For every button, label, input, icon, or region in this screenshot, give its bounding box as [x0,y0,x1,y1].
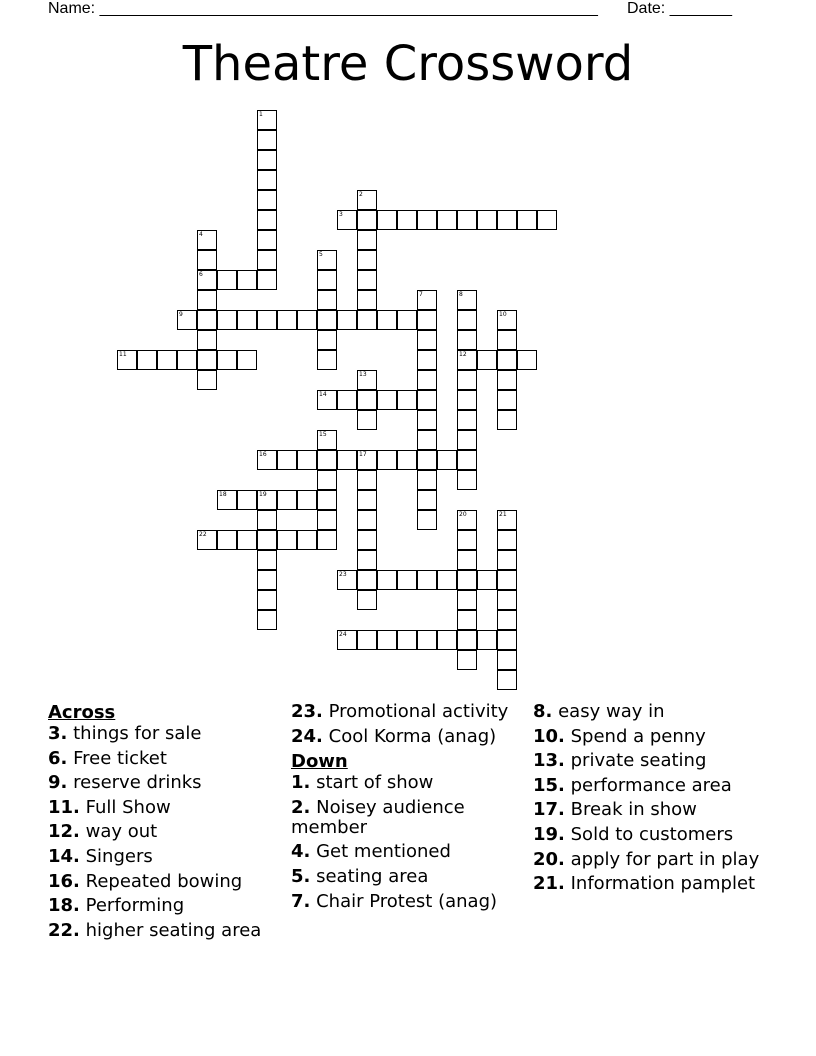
crossword-cell[interactable] [457,570,477,590]
crossword-cell[interactable] [257,170,277,190]
crossword-cell[interactable] [457,630,477,650]
crossword-cell[interactable] [277,530,297,550]
clue-down-7: 7. Chair Protest (anag) [291,890,498,912]
crossword-cell[interactable] [157,350,177,370]
crossword-cell[interactable] [437,450,457,470]
crossword-cell[interactable] [497,330,517,350]
crossword-cell[interactable] [457,290,477,310]
crossword-cell[interactable] [337,210,357,230]
crossword-cell[interactable] [497,370,517,390]
crossword-cell[interactable] [357,410,377,430]
crossword-cell[interactable] [457,650,477,670]
crossword-cell[interactable] [497,670,517,690]
crossword-cell[interactable] [137,350,157,370]
crossword-cell[interactable] [257,210,277,230]
crossword-cell[interactable] [417,350,437,370]
crossword-cell[interactable] [337,450,357,470]
clue-column-1 [48,702,288,945]
crossword-cell[interactable] [357,470,377,490]
crossword-cell[interactable] [457,310,477,330]
crossword-cell[interactable] [317,350,337,370]
crossword-cell[interactable] [257,310,277,330]
clue-across-6: 6. Free ticket [48,747,167,769]
crossword-cell[interactable] [197,270,217,290]
crossword-cell[interactable] [377,310,397,330]
clue-down-4: 4. Get mentioned [291,841,451,863]
crossword-cell[interactable] [397,310,417,330]
crossword-cell[interactable] [257,250,277,270]
crossword-cell[interactable] [497,630,517,650]
crossword-cell[interactable] [197,350,217,370]
cell-number: 12 [459,351,467,358]
crossword-cell[interactable] [457,470,477,490]
clue-down-17: 17. Break in show [533,799,697,821]
crossword-cell[interactable] [317,530,337,550]
crossword-cell[interactable] [237,530,257,550]
crossword-cell[interactable] [497,610,517,630]
crossword-cell[interactable] [357,390,377,410]
crossword-cell[interactable] [357,490,377,510]
crossword-cell[interactable] [297,310,317,330]
crossword-cell[interactable] [257,510,277,530]
cell-number: 17 [359,451,367,458]
crossword-cell[interactable] [457,450,477,470]
crossword-cell[interactable] [317,290,337,310]
crossword-cell[interactable] [257,230,277,250]
crossword-cell[interactable] [477,630,497,650]
crossword-cell[interactable] [197,250,217,270]
crossword-cell[interactable] [357,310,377,330]
crossword-cell[interactable] [217,530,237,550]
crossword-cell[interactable] [197,290,217,310]
crossword-cell[interactable] [277,450,297,470]
across-heading: Across [48,702,116,723]
crossword-cell[interactable] [457,590,477,610]
clue-down-20: 20. apply for part in play [533,848,760,870]
crossword-cell[interactable] [277,310,297,330]
crossword-cell[interactable] [417,330,437,350]
clue-across-3: 3. things for sale [48,723,202,744]
crossword-cell[interactable] [197,310,217,330]
crossword-cell[interactable] [457,370,477,390]
clue-down-8: 8. easy way in [533,701,665,722]
cell-number: 19 [259,491,267,498]
crossword-cell[interactable] [297,530,317,550]
crossword-cell[interactable] [497,410,517,430]
crossword-cell[interactable] [317,430,337,450]
crossword-cell[interactable] [317,470,337,490]
crossword-cell[interactable] [197,370,217,390]
crossword-cell[interactable] [497,590,517,610]
cell-number: 20 [459,511,467,518]
crossword-cell[interactable] [477,350,497,370]
crossword-cell[interactable] [297,450,317,470]
crossword-cell[interactable] [497,510,517,530]
crossword-cell[interactable] [357,230,377,250]
crossword-cell[interactable] [457,410,477,430]
crossword-cell[interactable] [257,530,277,550]
crossword-cell[interactable] [317,270,337,290]
crossword-cell[interactable] [357,630,377,650]
cell-number: 10 [499,311,507,318]
clue-down-2: 2. Noisey audience member [291,796,465,838]
clue-across-24: 24. Cool Korma (anag) [291,725,497,747]
cell-number: 16 [259,451,267,458]
clue-column-3 [533,702,773,899]
crossword-cell[interactable] [417,450,437,470]
crossword-cell[interactable] [537,210,557,230]
crossword-cell[interactable] [417,570,437,590]
cell-number: 23 [339,571,347,578]
cell-number: 6 [199,271,203,278]
crossword-cell[interactable] [357,530,377,550]
crossword-cell[interactable] [217,270,237,290]
crossword-cell[interactable] [457,350,477,370]
crossword-cell[interactable] [457,430,477,450]
crossword-cell[interactable] [497,350,517,370]
crossword-cell[interactable] [397,570,417,590]
cell-number: 9 [179,311,183,318]
crossword-cell[interactable] [417,210,437,230]
page-title: Theatre Crossword [182,36,634,92]
crossword-cell[interactable] [397,210,417,230]
crossword-cell[interactable] [357,210,377,230]
clue-across-22: 22. higher seating area [48,919,262,941]
crossword-cell[interactable] [457,330,477,350]
crossword-cell[interactable] [257,130,277,150]
crossword-cell[interactable] [397,450,417,470]
crossword-cell[interactable] [377,450,397,470]
crossword-cell[interactable] [437,210,457,230]
crossword-cell[interactable] [357,290,377,310]
crossword-cell[interactable] [497,650,517,670]
clue-down-15: 15. performance area [533,774,732,796]
cell-number: 1 [259,111,263,118]
crossword-cell[interactable] [377,630,397,650]
crossword-cell[interactable] [257,490,277,510]
cell-number: 18 [219,491,227,498]
clue-column-2 [291,702,531,916]
crossword-cell[interactable] [497,210,517,230]
crossword-cell[interactable] [197,230,217,250]
crossword-cell[interactable] [417,390,437,410]
crossword-cell[interactable] [237,310,257,330]
name-field[interactable]: Name: ________________________________________________________ [48,0,598,17]
clue-down-5: 5. seating area [291,865,429,887]
crossword-cell[interactable] [437,630,457,650]
crossword-cell[interactable] [397,630,417,650]
crossword-cell[interactable] [357,450,377,470]
crossword-cell[interactable] [357,370,377,390]
crossword-cell[interactable] [337,570,357,590]
crossword-cell[interactable] [217,490,237,510]
cell-number: 22 [199,531,207,538]
crossword-cell[interactable] [417,410,437,430]
crossword-cell[interactable] [417,290,437,310]
crossword-cell[interactable] [497,550,517,570]
cell-number: 11 [119,351,127,358]
crossword-cell[interactable] [357,550,377,570]
cell-number: 3 [339,211,343,218]
crossword-cell[interactable] [417,310,437,330]
clue-across-23: 23. Promotional activity [291,701,509,722]
crossword-cell[interactable] [357,590,377,610]
cell-number: 2 [359,191,363,198]
crossword-cell[interactable] [417,370,437,390]
crossword-cell[interactable] [417,430,437,450]
cell-number: 21 [499,511,507,518]
crossword-cell[interactable] [257,190,277,210]
crossword-cell[interactable] [317,330,337,350]
crossword-cell[interactable] [237,490,257,510]
crossword-cell[interactable] [397,390,417,410]
clue-down-13: 13. private seating [533,750,707,772]
crossword-cell[interactable] [337,390,357,410]
crossword-cell[interactable] [257,590,277,610]
crossword-cell[interactable] [357,270,377,290]
crossword-cell[interactable] [337,310,357,330]
crossword-cell[interactable] [197,330,217,350]
cell-number: 7 [419,291,423,298]
crossword-cell[interactable] [257,270,277,290]
crossword-cell[interactable] [177,310,197,330]
crossword-cell[interactable] [457,510,477,530]
down-heading: Down [291,751,348,773]
crossword-cell[interactable] [317,510,337,530]
clue-across-11: 11. Full Show [48,796,171,818]
crossword-cell[interactable] [257,550,277,570]
crossword-cell[interactable] [357,510,377,530]
crossword-cell[interactable] [417,510,437,530]
crossword-cell[interactable] [437,570,457,590]
crossword-cell[interactable] [457,610,477,630]
crossword-cell[interactable] [497,530,517,550]
cell-number: 8 [459,291,463,298]
clue-down-21: 21. Information pamplet [533,873,756,895]
crossword-cell[interactable] [317,390,337,410]
crossword-cell[interactable] [257,570,277,590]
crossword-cell[interactable] [317,490,337,510]
cell-number: 5 [319,251,323,258]
crossword-cell[interactable] [237,270,257,290]
clue-across-12: 12. way out [48,821,158,843]
clue-across-18: 18. Performing [48,895,185,917]
crossword-cell[interactable] [457,210,477,230]
crossword-cell[interactable] [357,250,377,270]
clue-across-16: 16. Repeated bowing [48,870,243,892]
crossword-cell[interactable] [257,610,277,630]
crossword-cell[interactable] [337,630,357,650]
clue-across-9: 9. reserve drinks [48,772,202,794]
crossword-cell[interactable] [197,530,217,550]
cell-number: 15 [319,431,327,438]
crossword-cell[interactable] [517,210,537,230]
date-field[interactable]: Date: _______ [627,0,732,17]
crossword-cell[interactable] [417,490,437,510]
crossword-cell[interactable] [357,570,377,590]
crossword-cell[interactable] [377,570,397,590]
crossword-cell[interactable] [177,350,197,370]
crossword-cell[interactable] [317,310,337,330]
crossword-cell[interactable] [497,390,517,410]
crossword-cell[interactable] [377,390,397,410]
crossword-cell[interactable] [417,630,437,650]
cell-number: 14 [319,391,327,398]
crossword-cell[interactable] [457,390,477,410]
crossword-cell[interactable] [237,350,257,370]
crossword-cell[interactable] [417,470,437,490]
crossword-cell[interactable] [497,570,517,590]
crossword-cell[interactable] [217,310,237,330]
crossword-cell[interactable] [217,350,237,370]
clue-across-14: 14. Singers [48,845,153,867]
cell-number: 24 [339,631,347,638]
crossword-cell[interactable] [497,310,517,330]
crossword-cell[interactable] [257,450,277,470]
crossword-cell[interactable] [457,550,477,570]
crossword-cell[interactable] [517,350,537,370]
crossword-cell[interactable] [117,350,137,370]
crossword-cell[interactable] [317,250,337,270]
clue-down-1: 1. start of show [291,772,434,794]
cell-number: 4 [199,231,203,238]
crossword-cell[interactable] [357,190,377,210]
clue-down-10: 10. Spend a penny [533,725,706,747]
crossword-cell[interactable] [457,530,477,550]
crossword-cell[interactable] [477,570,497,590]
crossword-cell[interactable] [377,210,397,230]
crossword-cell[interactable] [257,150,277,170]
crossword-cell[interactable] [297,490,317,510]
cell-number: 13 [359,371,367,378]
crossword-cell[interactable] [257,110,277,130]
crossword-cell[interactable] [277,490,297,510]
crossword-cell[interactable] [477,210,497,230]
clue-down-19: 19. Sold to customers [533,823,734,845]
crossword-cell[interactable] [317,450,337,470]
